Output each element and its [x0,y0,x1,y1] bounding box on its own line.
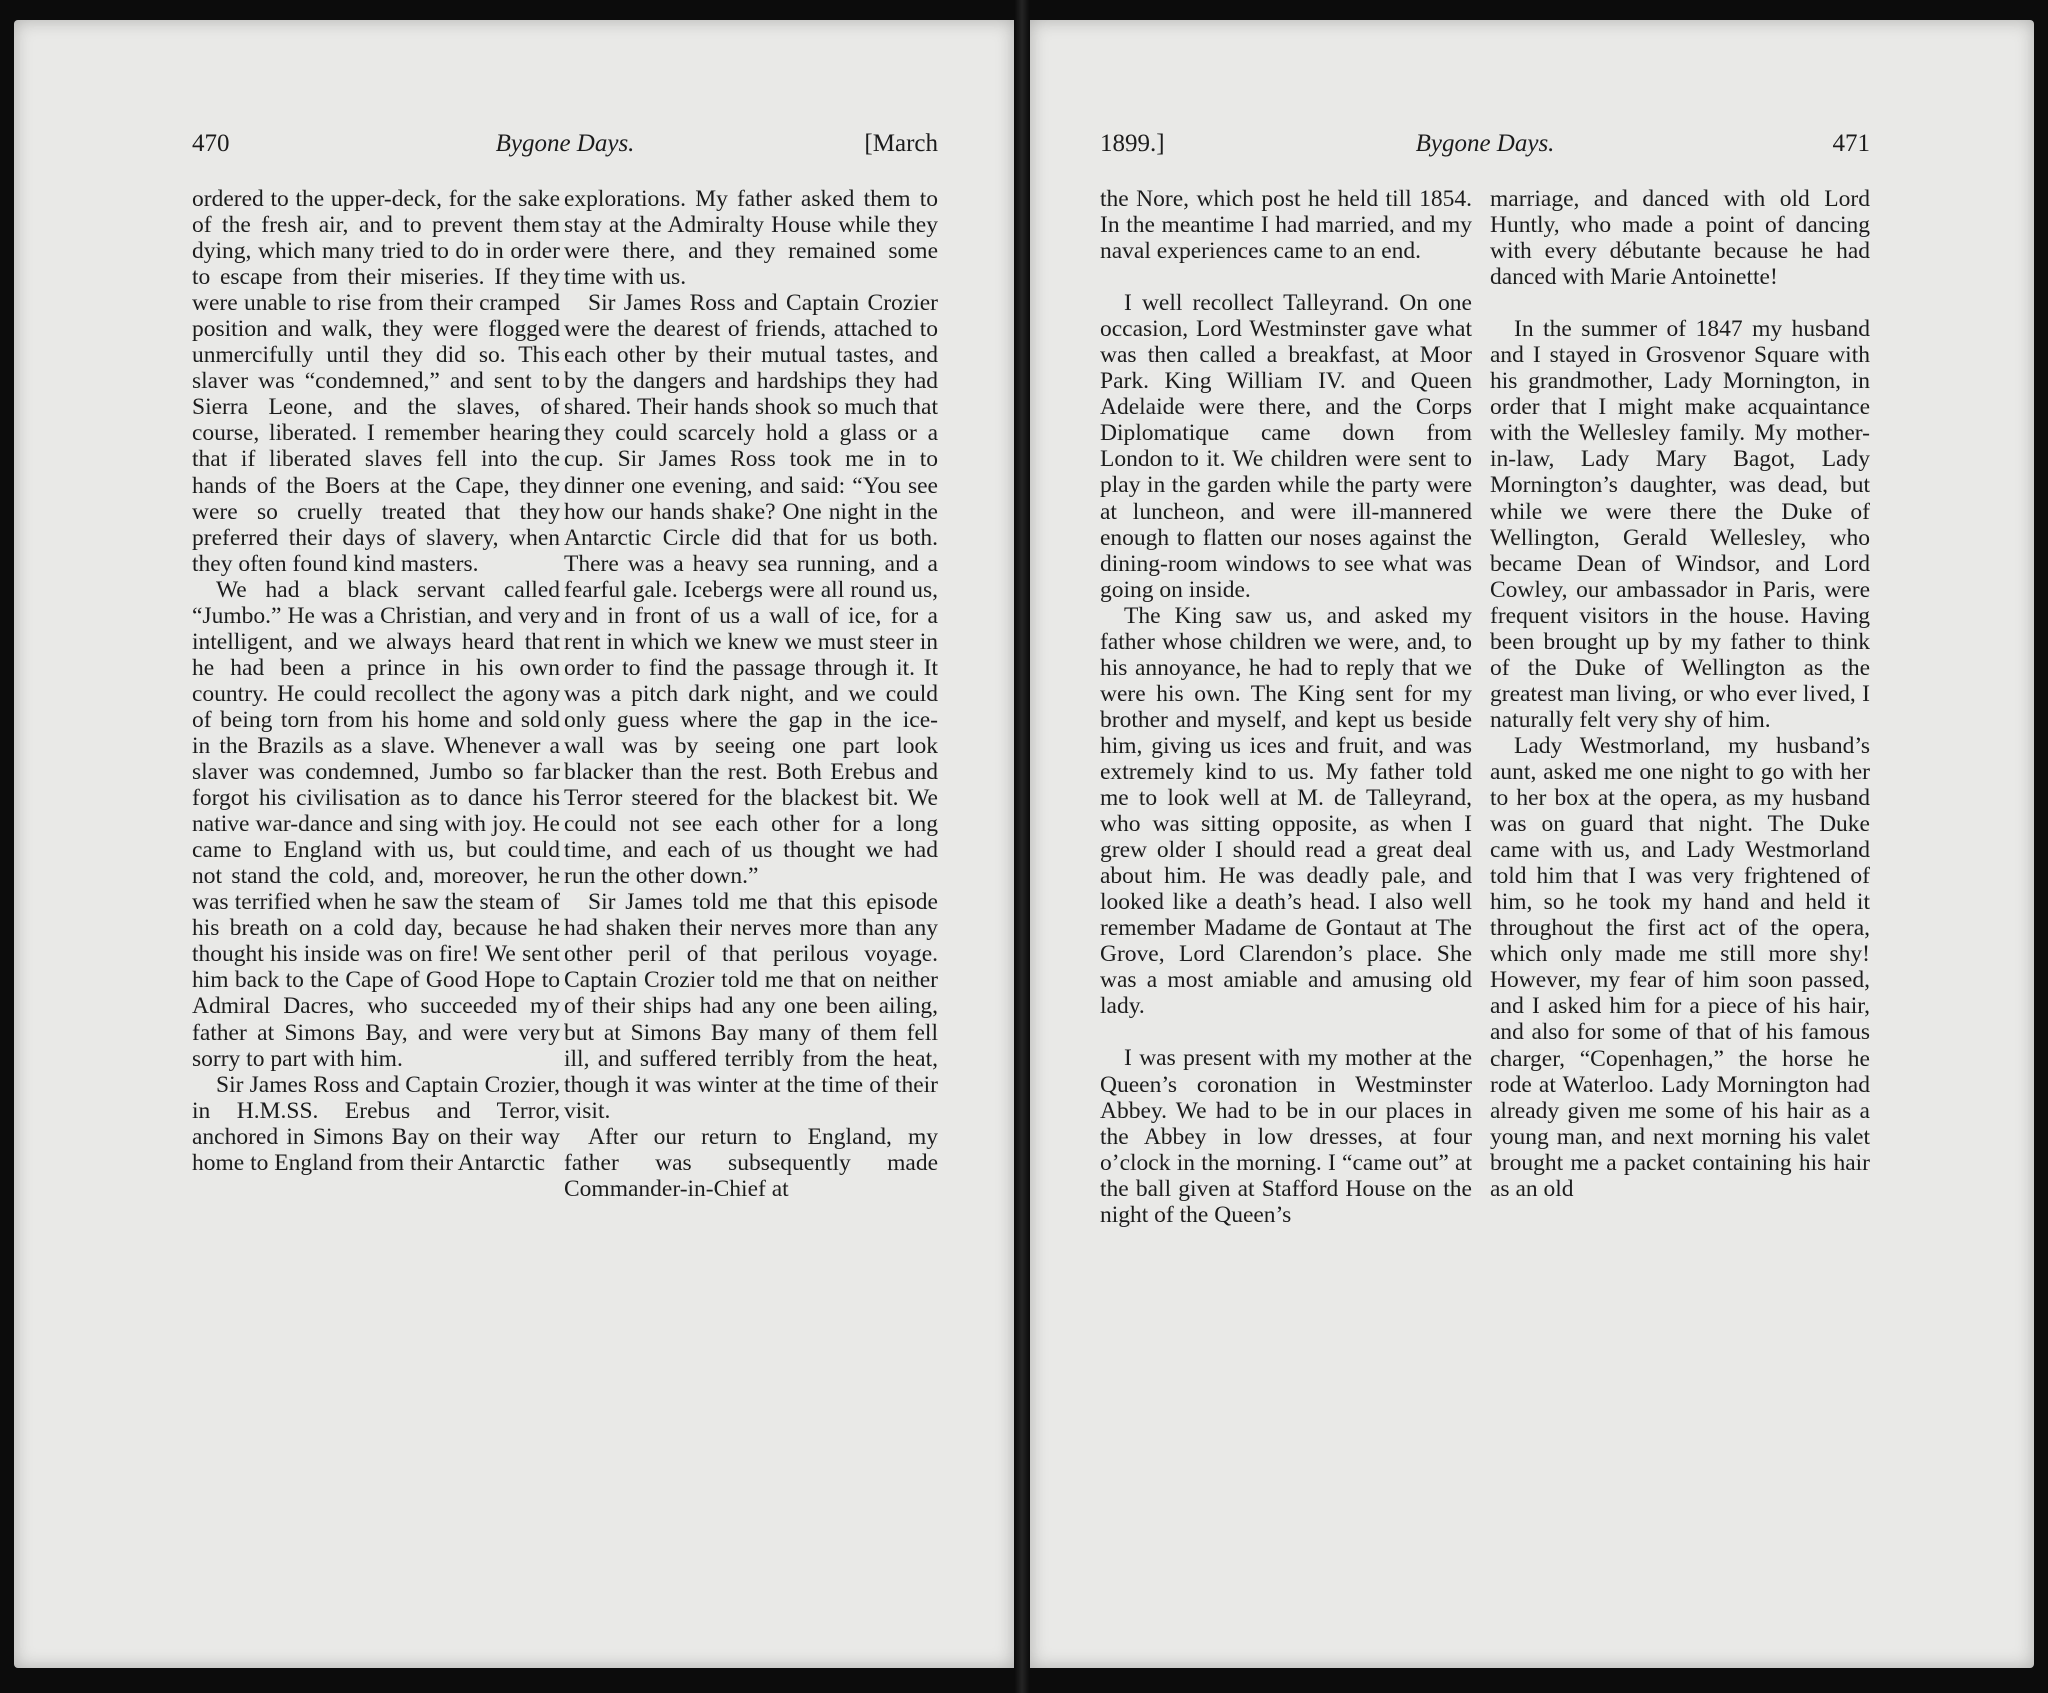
paragraph: Sir James told me that this episode had shaken their nerves more than any other peril of that perilous voyage. Captain Crozier told me that on neither of their ships had any one been ailing, but at Simons Bay many of them fell ill, and suffered terribly from the heat, though it was winter at the time of their visit. [564,889,938,1124]
right-page [1030,20,2034,1668]
text-column-1 [1100,186,1472,1228]
book-gutter [1014,0,1030,1693]
paragraph: Sir James Ross and Captain Crozier were the dearest of friends, attached to each other by their mutual tastes, and by the dangers and hardships they had shared. Their hands shook so much that they could scarcely hold a glass or a cup. Sir James Ross took me in to dinner one evening, and said: “You see how our hands shake? One night in the Antarctic Circle did that for us both. There was a heavy sea running, and a fearful gale. Icebergs were all round us, and in front of us a wall of ice, for a rent in which we knew we must steer in order to find the passage through it. It was a pitch dark night, and we could only guess where the gap in the ice-wall was by seeing one part look blacker than the rest. Both Erebus and Terror steered for the blackest bit. We could not see each other for a long time, and each of us thought we had run the other down.” [564,290,938,890]
paragraph: In the summer of 1847 my husband and I stayed in Grosvenor Square with his grandmother, Lady Mornington, in order that I might make acquaintance with the Wellesley family. My mother-in-law, Lady Mary Bagot, Lady Mornington’s daughter, was dead, but while we were there the Duke of Wellington, Gerald Wellesley, who became Dean of Windsor, and Lord Cowley, our ambassador in Paris, were frequent visitors in the house. Having been brought up by my father to think of the Duke of Wellington as the greatest man living, or who ever lived, I naturally felt very shy of him. [1490,316,1870,733]
left-page [14,20,1014,1668]
paragraph: marriage, and danced with old Lord Huntly, who made a point of dancing with every débutante because he had danced with Marie Antoinette! [1490,186,1870,291]
paragraph: explorations. My father asked them to stay at the Admiralty House while they were there, and they remained some time with us. [564,186,938,291]
issue-date: [March [864,130,938,157]
paragraph: the Nore, which post he held till 1854. In the meantime I had married, and my naval experiences came to an end. [1100,186,1472,265]
paragraph: Sir James Ross and Captain Crozier, in H.M.SS. Erebus and Terror, anchored in Simons Bay on their way home to England from their Antarctic [192,1071,560,1176]
paragraph: ordered to the upper-deck, for the sake of the fresh air, and to prevent them dying, which many tried to do in order to escape from their miseries. If they were unable to rise from their cramped position and walk, they were flogged unmercifully until they did so. This slaver was “condemned,” and sent to Sierra Leone, and the slaves, of course, liberated. I remember hearing that if liberated slaves fell into the hands of the Boers at the Cape, they were so cruelly treated that they preferred their days of slavery, when they often found kind masters. [192,186,560,577]
page-number: 470 [192,130,230,157]
running-head [192,124,938,164]
running-title: Bygone Days. [495,130,635,157]
running-head [1100,124,1870,164]
paragraph: Lady Westmorland, my husband’s aunt, asked me one night to go with her to her box at the opera, as my husband was on guard that night. The Duke came with us, and Lady Westmorland told him that I was very frightened of him, so he took my hand and held it throughout the first act of the opera, which only made me still more shy! However, my fear of him soon passed, and I asked him for a piece of his hair, and also for some of that of his famous charger, “Copenhagen,” the horse he rode at Waterloo. Lady Mornington had already given me some of his hair as a young man, and next morning his valet brought me a packet containing his hair as an old [1490,732,1870,1202]
paragraph: I well recollect Talleyrand. On one occasion, Lord Westminster gave what was then called a breakfast, at Moor Park. King William IV. and Queen Adelaide were there, and the Corps Diplomatique came down from London to it. We children were sent to play in the garden while the party were at luncheon, and were ill-mannered enough to flatten our noses against the dining-room windows to see what was going on inside. [1100,290,1472,603]
issue-date: 1899.] [1100,130,1165,157]
text-column-2 [1490,186,1870,1202]
paragraph: I was present with my mother at the Queen’s coronation in Westminster Abbey. We had to be in our places in the Abbey in low dresses, at four o’clock in the morning. I “came out” at the ball given at Stafford House on the night of the Queen’s [1100,1045,1472,1228]
text-column-2 [564,186,938,1202]
text-column-1 [192,186,560,1176]
paragraph: We had a black servant called “Jumbo.” He was a Christian, and very intelligent, and we always heard that he had been a prince in his own country. He could recollect the agony of being torn from his home and sold in the Brazils as a slave. Whenever a slaver was condemned, Jumbo so far forgot his civilisation as to dance his native war-dance and sing with joy. He came to England with us, but could not stand the cold, and, moreover, he was terrified when he saw the steam of his breath on a cold day, because he thought his inside was on fire! We sent him back to the Cape of Good Hope to Admiral Dacres, who succeeded my father at Simons Bay, and were very sorry to part with him. [192,576,560,1072]
running-title: Bygone Days. [1415,130,1555,157]
paragraph: The King saw us, and asked my father whose children we were, and, to his annoyance, he had to reply that we were his own. The King sent for my brother and myself, and kept us beside him, giving us ices and fruit, and was extremely kind to us. My father told me to look well at M. de Talleyrand, who was sitting opposite, as when I grew older I should read a great deal about him. He was deadly pale, and looked like a death’s head. I also well remember Madame de Gontaut at The Grove, Lord Clarendon’s place. She was a most amiable and amusing old lady. [1100,602,1472,1020]
paragraph: After our return to England, my father was subsequently made Commander-in-Chief at [564,1123,938,1202]
page-number: 471 [1832,130,1870,157]
